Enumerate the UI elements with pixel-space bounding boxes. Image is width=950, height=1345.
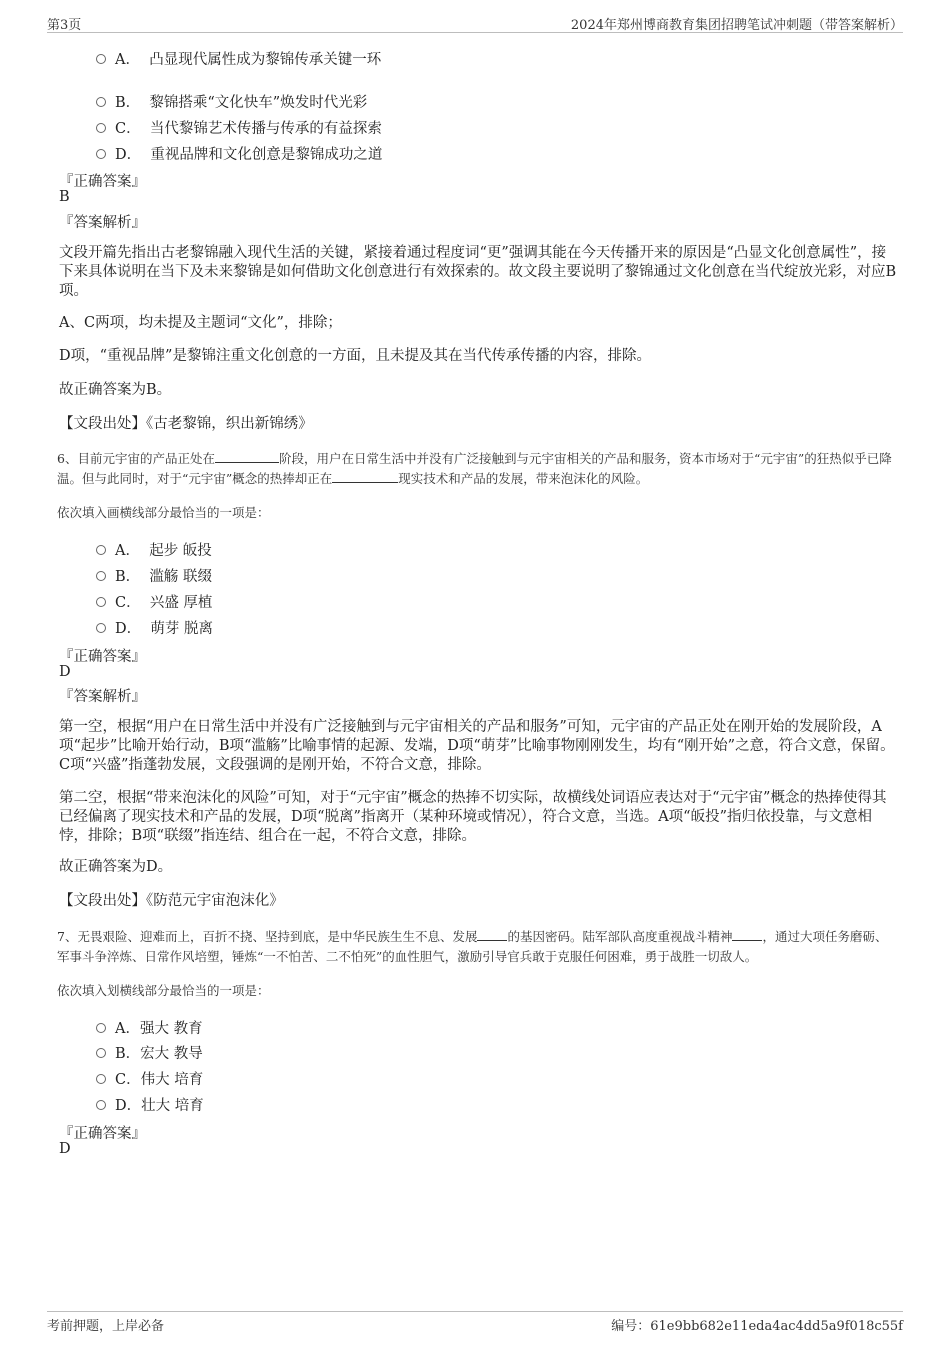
q5-analysis-paragraph: 文段开篇先指出古老黎锦融入现代生活的关键，紧接着通过程度词“更”强调其能在今天传播开来的原因是“凸显文化创意属性”，接下来具体说明在当下及未来黎锦是如何借助文化创意进行有效探索的。故文段主要说明了黎锦通过文化创意在当代绽放光彩，对应B项。 — [59, 245, 897, 299]
q6-instruction: 依次填入画横线部分最恰当的一项是： — [57, 505, 270, 520]
q7-answer-label: 『正确答案』 — [59, 1126, 146, 1142]
q6-option-b[interactable] — [96, 565, 212, 586]
fill-blank — [732, 928, 762, 941]
radio-icon[interactable] — [96, 1048, 106, 1058]
option-letter: D． — [115, 621, 142, 637]
option-letter: A． — [115, 1021, 140, 1037]
q6-analysis-paragraph: 第一空，根据“用户在日常生活中并没有广泛接触到与元宇宙相关的产品和服务”可知，元宇宙的产品正处在刚开始的发展阶段，A项“起步”比喻开始行动，B项“滥觞”比喻事情的起源、发端，D项“萌芽”比喻事物刚刚发生，均有“刚开始”之意，符合文意，保留。C项“兴盛”指蓬勃发展，文段强调的是刚开始，不符合文意，排除。 — [59, 719, 895, 773]
q5-analysis-paragraph: A、C两项，均未提及主题词“文化”，排除； — [59, 315, 342, 331]
q7-option-c[interactable] — [96, 1068, 203, 1089]
radio-icon[interactable] — [96, 623, 106, 633]
radio-icon[interactable] — [96, 571, 106, 581]
q5-analysis-label: 『答案解析』 — [59, 215, 146, 231]
option-letter: C． — [115, 595, 141, 611]
option-text: 强大 教育 — [139, 1021, 203, 1037]
q6-stem-part: 现实技术和产品的发展，带来泡沫化的风险。 — [398, 471, 649, 486]
fill-blank — [215, 450, 279, 463]
q6-stem-part: 阶段，用户在日常生活中并没有广泛接触到与元宇宙相关的产品和服务，资本市场对于“元宇宙”的狂热似乎已降温。但与此同时，对于“元宇宙”概念的热捧却正在 — [57, 451, 892, 486]
fill-blank — [332, 470, 398, 483]
radio-icon[interactable] — [96, 1100, 106, 1110]
option-text: 滥觞 联缀 — [149, 569, 212, 585]
q7-stem-part: 的基因密码。陆军部队高度重视战斗精神 — [507, 929, 733, 944]
radio-icon[interactable] — [96, 97, 106, 107]
q5-source: 【文段出处】《古老黎锦，织出新锦绣》 — [59, 416, 313, 432]
q7-stem-part: ，通过大项任务磨砺、军事斗争淬炼、日常作风培塑，锤炼“一不怕苦、二不怕死”的血性胆气，激励引导官兵敢于克服任何困难，勇于战胜一切敌人。 — [57, 929, 888, 964]
option-letter: B． — [115, 95, 141, 111]
q5-option-a[interactable] — [96, 48, 381, 69]
q5-option-b[interactable] — [96, 91, 367, 112]
footer-slogan: 考前押题，上岸必备 — [47, 1319, 165, 1334]
q5-analysis-conclusion: 故正确答案为B。 — [59, 382, 172, 398]
q6-answer-label: 『正确答案』 — [59, 649, 146, 665]
option-letter: B． — [115, 569, 141, 585]
q6-option-d[interactable] — [96, 617, 213, 638]
q7-option-a[interactable] — [96, 1017, 203, 1038]
option-text: 伟大 培育 — [140, 1072, 204, 1088]
q6-option-c[interactable] — [96, 591, 212, 612]
document-code: 编号：61e9bb682e11eda4ac4dd5a9f018c55f — [611, 1319, 903, 1334]
q7-stem-part: 7、无畏艰险、迎难而上，百折不挠、坚持到底，是中华民族生生不息、发展 — [57, 929, 478, 944]
radio-icon[interactable] — [96, 1074, 106, 1084]
q6-option-a[interactable] — [96, 539, 212, 560]
q5-option-d[interactable] — [96, 143, 382, 164]
radio-icon[interactable] — [96, 545, 106, 555]
option-text: 壮大 培育 — [141, 1098, 204, 1114]
q5-answer-label: 『正确答案』 — [59, 174, 146, 190]
option-text: 重视品牌和文化创意是黎锦成功之道 — [150, 147, 383, 163]
q6-answer: D — [59, 664, 71, 680]
q6-stem — [57, 449, 899, 489]
radio-icon[interactable] — [96, 54, 106, 64]
option-text: 起步 皈投 — [149, 543, 212, 559]
option-letter: D． — [115, 147, 142, 163]
radio-icon[interactable] — [96, 123, 106, 133]
q5-answer: B — [59, 189, 70, 205]
option-letter: B． — [115, 1046, 141, 1062]
q6-analysis-paragraph: 第二空，根据“带来泡沫化的风险”可知，对于“元宇宙”概念的热捧不切实际，故横线处词语应表达对于“元宇宙”概念的热捧使得其已经偏离了现实技术和产品的发展，D项“脱离”指离开（某种环境或情况），符合文意，当选。A项“皈投”指归依投靠，与文意相悖，排除；B项“联缀”指连结、组合在一起，不符合文意，排除。 — [59, 790, 887, 844]
radio-icon[interactable] — [96, 597, 106, 607]
q6-analysis-conclusion: 故正确答案为D。 — [59, 859, 173, 875]
radio-icon[interactable] — [96, 1023, 106, 1033]
option-text: 当代黎锦艺术传播与传承的有益探索 — [149, 121, 382, 137]
q7-option-b[interactable] — [96, 1042, 203, 1063]
page-number: 第3页 — [47, 18, 82, 33]
q5-option-c[interactable] — [96, 117, 382, 138]
page-footer — [47, 1311, 903, 1332]
option-text: 宏大 教导 — [140, 1046, 203, 1062]
q7-answer: D — [59, 1141, 71, 1157]
page-header — [47, 14, 903, 33]
option-letter: A． — [115, 52, 140, 68]
option-letter: A． — [115, 543, 140, 559]
q5-analysis-paragraph: D项，“重视品牌”是黎锦注重文化创意的一方面，且未提及其在当代传承传播的内容，排除。 — [59, 348, 651, 364]
option-letter: D． — [115, 1098, 142, 1114]
option-text: 黎锦搭乘“文化快车”焕发时代光彩 — [149, 95, 368, 111]
option-text: 萌芽 脱离 — [150, 621, 213, 637]
q7-option-d[interactable] — [96, 1094, 204, 1115]
q6-stem-part: 6、目前元宇宙的产品正处在 — [57, 451, 215, 466]
q7-instruction: 依次填入划横线部分最恰当的一项是： — [57, 983, 270, 998]
fill-blank — [477, 928, 507, 941]
radio-icon[interactable] — [96, 149, 106, 159]
q6-analysis-label: 『答案解析』 — [59, 689, 146, 705]
option-text: 兴盛 厚植 — [149, 595, 213, 611]
option-letter: C． — [115, 1072, 141, 1088]
q7-stem — [57, 927, 899, 967]
option-text: 凸显现代属性成为黎锦传承关键一环 — [149, 52, 382, 68]
option-letter: C． — [115, 121, 141, 137]
document-title: 2024年郑州博商教育集团招聘笔试冲刺题（带答案解析） — [570, 18, 903, 33]
q6-source: 【文段出处】《防范元宇宙泡沫化》 — [59, 893, 284, 909]
